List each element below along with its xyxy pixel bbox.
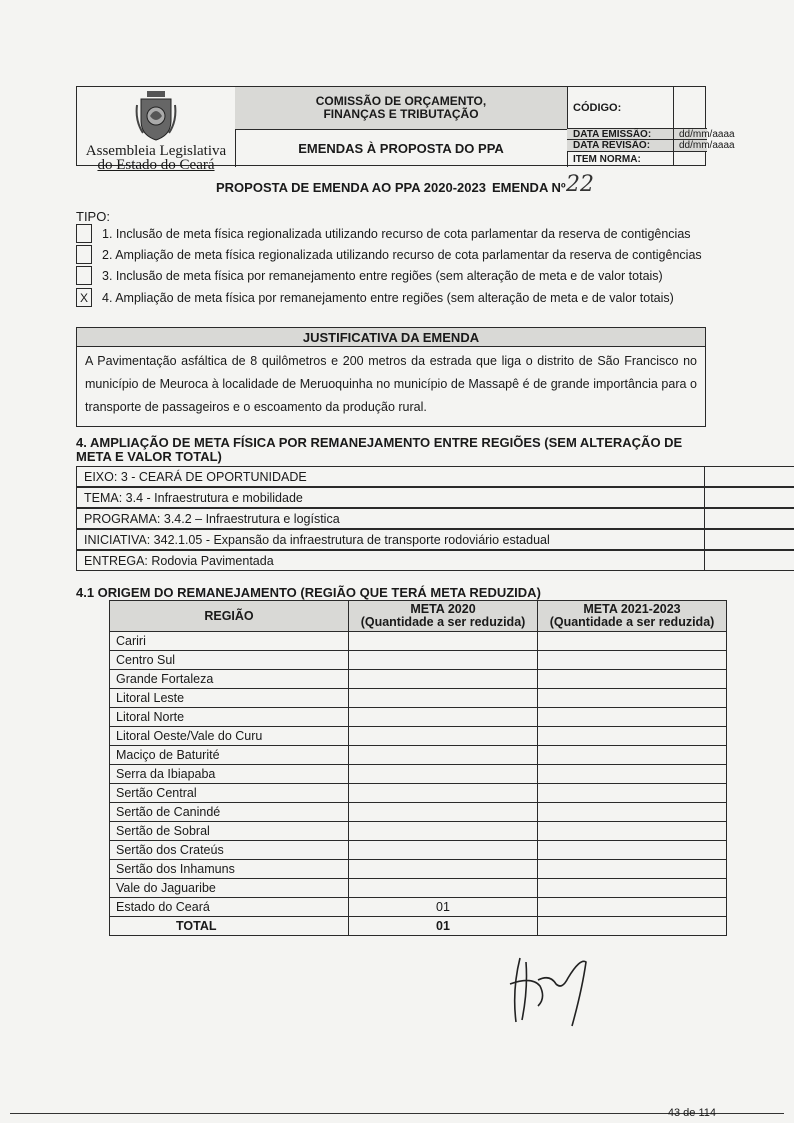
total-row xyxy=(110,917,727,936)
tipo-option-4: 4. Ampliação de meta física por remanejamento entre regiões (sem alteração de meta e de valor totais) xyxy=(102,291,674,305)
region-name: Cariri xyxy=(110,632,349,651)
region-meta-2021-2023 xyxy=(538,841,727,860)
region-meta-2021-2023 xyxy=(538,670,727,689)
table-row xyxy=(110,898,727,917)
total-2020: 01 xyxy=(349,917,538,936)
region-name: Serra da Ibiapaba xyxy=(110,765,349,784)
table-row xyxy=(110,765,727,784)
region-meta-2020 xyxy=(349,765,538,784)
region-name: Estado do Ceará xyxy=(110,898,349,917)
tipo-checkbox-3[interactable] xyxy=(76,266,92,285)
entrega-row: ENTREGA: Rodovia Pavimentada xyxy=(76,550,794,571)
table-row xyxy=(110,670,727,689)
region-meta-2020: 01 xyxy=(349,898,538,917)
data-revisao-row: DATA REVISÃO: dd/mm/aaaa xyxy=(567,140,707,152)
total-label: TOTAL xyxy=(110,917,349,936)
table-row xyxy=(110,708,727,727)
region-meta-2020 xyxy=(349,670,538,689)
document-header xyxy=(76,86,735,173)
region-meta-2021-2023 xyxy=(538,765,727,784)
region-meta-2020 xyxy=(349,822,538,841)
region-meta-2020 xyxy=(349,708,538,727)
region-meta-2021-2023 xyxy=(538,803,727,822)
item-norma-row: ITEM NORMA: xyxy=(567,152,707,166)
region-meta-2020 xyxy=(349,727,538,746)
justificativa-box xyxy=(76,327,706,427)
region-name: Vale do Jaguaribe xyxy=(110,879,349,898)
table-row xyxy=(110,803,727,822)
table-row xyxy=(110,632,727,651)
region-meta-2021-2023 xyxy=(538,727,727,746)
committee-name: COMISSÃO DE ORÇAMENTO, FINANÇAS E TRIBUTAÇÃO xyxy=(235,87,567,130)
tipo-option-3: 3. Inclusão de meta física por remanejamento entre regiões (sem alteração de meta e de valor totais) xyxy=(102,269,663,283)
tipo-option-1: 1. Inclusão de meta física regionalizada utilizando recurso de cota parlamentar da reserva de contigências xyxy=(102,227,691,241)
header-right xyxy=(567,87,735,167)
region-name: Centro Sul xyxy=(110,651,349,670)
table-row xyxy=(110,879,727,898)
region-name: Litoral Oeste/Vale do Curu xyxy=(110,727,349,746)
iniciativa-row: INICIATIVA: 342.1.05 - Expansão da infraestrutura de transporte rodoviário estadual xyxy=(76,529,794,550)
tipo-label: TIPO: xyxy=(76,209,110,224)
table-row xyxy=(110,651,727,670)
region-meta-2021-2023 xyxy=(538,784,727,803)
tipo-checkbox-4[interactable]: X xyxy=(76,288,92,307)
table-row xyxy=(110,822,727,841)
col-meta-2020: META 2020 (Quantidade a ser reduzida) xyxy=(349,601,538,632)
handwritten-signature xyxy=(502,950,592,1030)
region-meta-2021-2023 xyxy=(538,879,727,898)
region-meta-2020 xyxy=(349,651,538,670)
region-name: Sertão dos Crateús xyxy=(110,841,349,860)
region-meta-2020 xyxy=(349,860,538,879)
region-name: Sertão Central xyxy=(110,784,349,803)
programa-row: PROGRAMA: 3.4.2 – Infraestrutura e logística xyxy=(76,508,794,529)
justificativa-text: A Pavimentação asfáltica de 8 quilômetros e 200 metros da estrada que liga o distrito de São Francisco no município de Meuroca à localidade de Meruoquinha no município de Massapê é de grande importância para o transporte de passageiros e o escoamento da produção rural. xyxy=(85,354,697,414)
region-meta-2021-2023 xyxy=(538,898,727,917)
region-meta-2021-2023 xyxy=(538,632,727,651)
table-row xyxy=(110,727,727,746)
region-meta-2021-2023 xyxy=(538,746,727,765)
tema-row: TEMA: 3.4 - Infraestrutura e mobilidade xyxy=(76,487,794,508)
region-meta-2021-2023 xyxy=(538,822,727,841)
codigo-label: CÓDIGO: xyxy=(567,87,674,128)
table-row xyxy=(110,860,727,879)
region-meta-2021-2023 xyxy=(538,689,727,708)
region-meta-2020 xyxy=(349,689,538,708)
region-name: Maciço de Baturité xyxy=(110,746,349,765)
emenda-label: EMENDA Nº xyxy=(492,180,566,195)
region-name: Sertão de Sobral xyxy=(110,822,349,841)
col-regiao: REGIÃO xyxy=(110,601,349,632)
regions-table-header xyxy=(110,601,727,632)
codigo-row xyxy=(567,87,707,129)
total-2021-2023 xyxy=(538,917,727,936)
coat-of-arms-icon xyxy=(135,91,177,141)
tipo-checkbox-2[interactable] xyxy=(76,245,92,264)
page-number: 43 de 114 xyxy=(667,1107,716,1119)
region-meta-2020 xyxy=(349,803,538,822)
region-name: Litoral Leste xyxy=(110,689,349,708)
logo-line1: Assembleia Legislativa xyxy=(85,143,227,159)
region-name: Grande Fortaleza xyxy=(110,670,349,689)
tipo-option-2: 2. Ampliação de meta física regionalizada utilizando recurso de cota parlamentar da reserva de contigências xyxy=(102,248,702,262)
table-row xyxy=(110,689,727,708)
section41-title: 4.1 ORIGEM DO REMANEJAMENTO (REGIÃO QUE TERÁ META REDUZIDA) xyxy=(76,585,541,600)
region-name: Litoral Norte xyxy=(110,708,349,727)
justificativa-heading: JUSTIFICATIVA DA EMENDA xyxy=(77,328,705,347)
region-meta-2020 xyxy=(349,784,538,803)
data-emissao-row: DATA EMISSÃO: dd/mm/aaaa xyxy=(567,129,707,140)
col-meta-2021-2023: META 2021-2023 (Quantidade a ser reduzida) xyxy=(538,601,727,632)
region-meta-2021-2023 xyxy=(538,860,727,879)
logo-line2: do Estado do Ceará xyxy=(97,157,215,173)
emenda-number: 22 xyxy=(566,172,594,197)
header-subtitle: EMENDAS À PROPOSTA DO PPA xyxy=(298,140,504,156)
regions-table xyxy=(109,600,727,936)
header-middle xyxy=(235,87,568,167)
tipo-checkbox-1[interactable] xyxy=(76,224,92,243)
region-meta-2021-2023 xyxy=(538,708,727,727)
proposal-title: PROPOSTA DE EMENDA AO PPA 2020-2023 xyxy=(216,180,486,195)
table-row xyxy=(110,784,727,803)
table-row xyxy=(110,841,727,860)
region-meta-2020 xyxy=(349,841,538,860)
section4-title: 4. AMPLIAÇÃO DE META FÍSICA POR REMANEJAMENTO ENTRE REGIÕES (SEM ALTERAÇÃO DE META E VALOR TOTAL) xyxy=(76,435,683,464)
table-row xyxy=(110,746,727,765)
region-meta-2020 xyxy=(349,632,538,651)
logo-cell xyxy=(77,87,236,173)
eixo-row: EIXO: 3 - CEARÁ DE OPORTUNIDADE xyxy=(76,466,794,487)
region-meta-2020 xyxy=(349,746,538,765)
region-name: Sertão dos Inhamuns xyxy=(110,860,349,879)
region-meta-2020 xyxy=(349,879,538,898)
region-meta-2021-2023 xyxy=(538,651,727,670)
region-name: Sertão de Canindé xyxy=(110,803,349,822)
